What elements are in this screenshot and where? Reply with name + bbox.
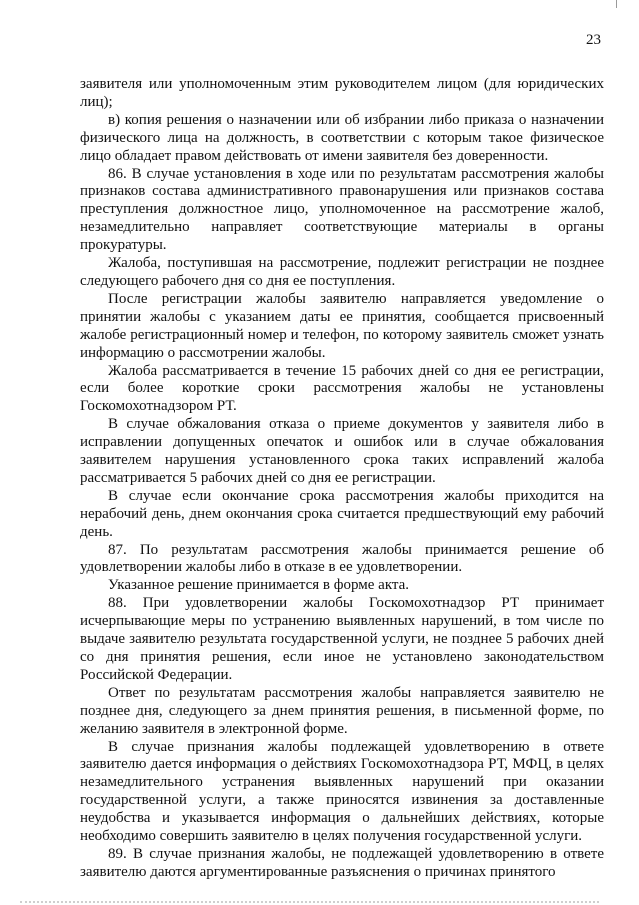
- paragraph-refusal-appeal: В случае обжалования отказа о приеме документов у заявителя либо в исправлении допущенных опечаток и ошибок или в случае обжалования заявителем нарушения установленного срока таких исправлений жалоба рассматривается 5 рабочих дней со дня ее регистрации.: [80, 416, 604, 486]
- paragraph-nonworking-day: В случае если окончание срока рассмотрения жалобы приходится на нерабочий день, днем окончания срока считается предшествующий ему рабочий день.: [80, 487, 604, 540]
- paragraph-86: 86. В случае установления в ходе или по результатам рассмотрения жалобы признаков состава административного правонарушения или признаков состава преступления должностное лицо, уполномоченное на рассмотрение жалоб, незамедлительно направляет соответствующие материалы в органы прокуратуры.: [80, 165, 604, 254]
- scan-corner-mark: [616, 0, 617, 8]
- paragraph-89: 89. В случае признания жалобы, не подлежащей удовлетворению в ответе заявителю даются аргументированные разъяснения о причинах принятого: [80, 845, 604, 880]
- paragraph-continuation: заявителя или уполномоченным этим руководителем лицом (для юридических лиц);: [80, 76, 604, 110]
- scan-bottom-edge: [20, 895, 599, 903]
- paragraph-88: 88. При удовлетворении жалобы Госкомохотнадзор РТ принимает исчерпывающие меры по устранению выявленных нарушений, в том числе по выдаче заявителю результата государственной услуги, не позднее 5 рабочих дней со дня принятия решения, если иное не установлено законодательством Российской Федерации.: [80, 595, 604, 683]
- paragraph-item-v: в) копия решения о назначении или об избрании либо приказа о назначении физического лица на должность, в соответствии с которым такое физическое лицо обладает правом действовать от имени заявителя без доверенности.: [80, 111, 604, 164]
- paragraph-satisfied: В случае признания жалобы подлежащей удовлетворению в ответе заявителю дается информация о действиях Госкомохотнадзора РТ, МФЦ, в целях незамедлительного устранения выявленных нарушений при оказании государственной услуги, а также приносятся извинения за доставленные неудобства и указывается информация о дальнейших действиях, которые необходимо совершить заявителю в целях получения государственной услуги.: [80, 738, 604, 845]
- page-number: 23: [586, 32, 601, 48]
- document-body: [80, 76, 604, 882]
- paragraph-registration: Жалоба, поступившая на рассмотрение, подлежит регистрации не позднее следующего рабочего дня со дня ее поступления.: [80, 255, 604, 289]
- paragraph-87: 87. По результатам рассмотрения жалобы принимается решение об удовлетворении жалобы либо в отказе в ее удовлетворении.: [80, 541, 604, 576]
- paragraph-response: Ответ по результатам рассмотрения жалобы направляется заявителю не позднее дня, следующего за днем принятия решения, в письменной форме, по желанию заявителя в электронной форме.: [80, 684, 604, 737]
- paragraph-act-form: Указанное решение принимается в форме акта.: [108, 577, 410, 594]
- paragraph-review-term: Жалоба рассматривается в течение 15 рабочих дней со дня ее регистрации, если более короткие сроки рассмотрения жалобы не установлены Госкомохотнадзором РТ.: [80, 362, 604, 415]
- paragraph-notification: После регистрации жалобы заявителю направляется уведомление о принятии жалобы с указанием даты ее принятия, сообщается присвоенный жалобе регистрационный номер и телефон, по которому заявитель сможет узнать информацию о рассмотрении жалобы.: [80, 290, 604, 361]
